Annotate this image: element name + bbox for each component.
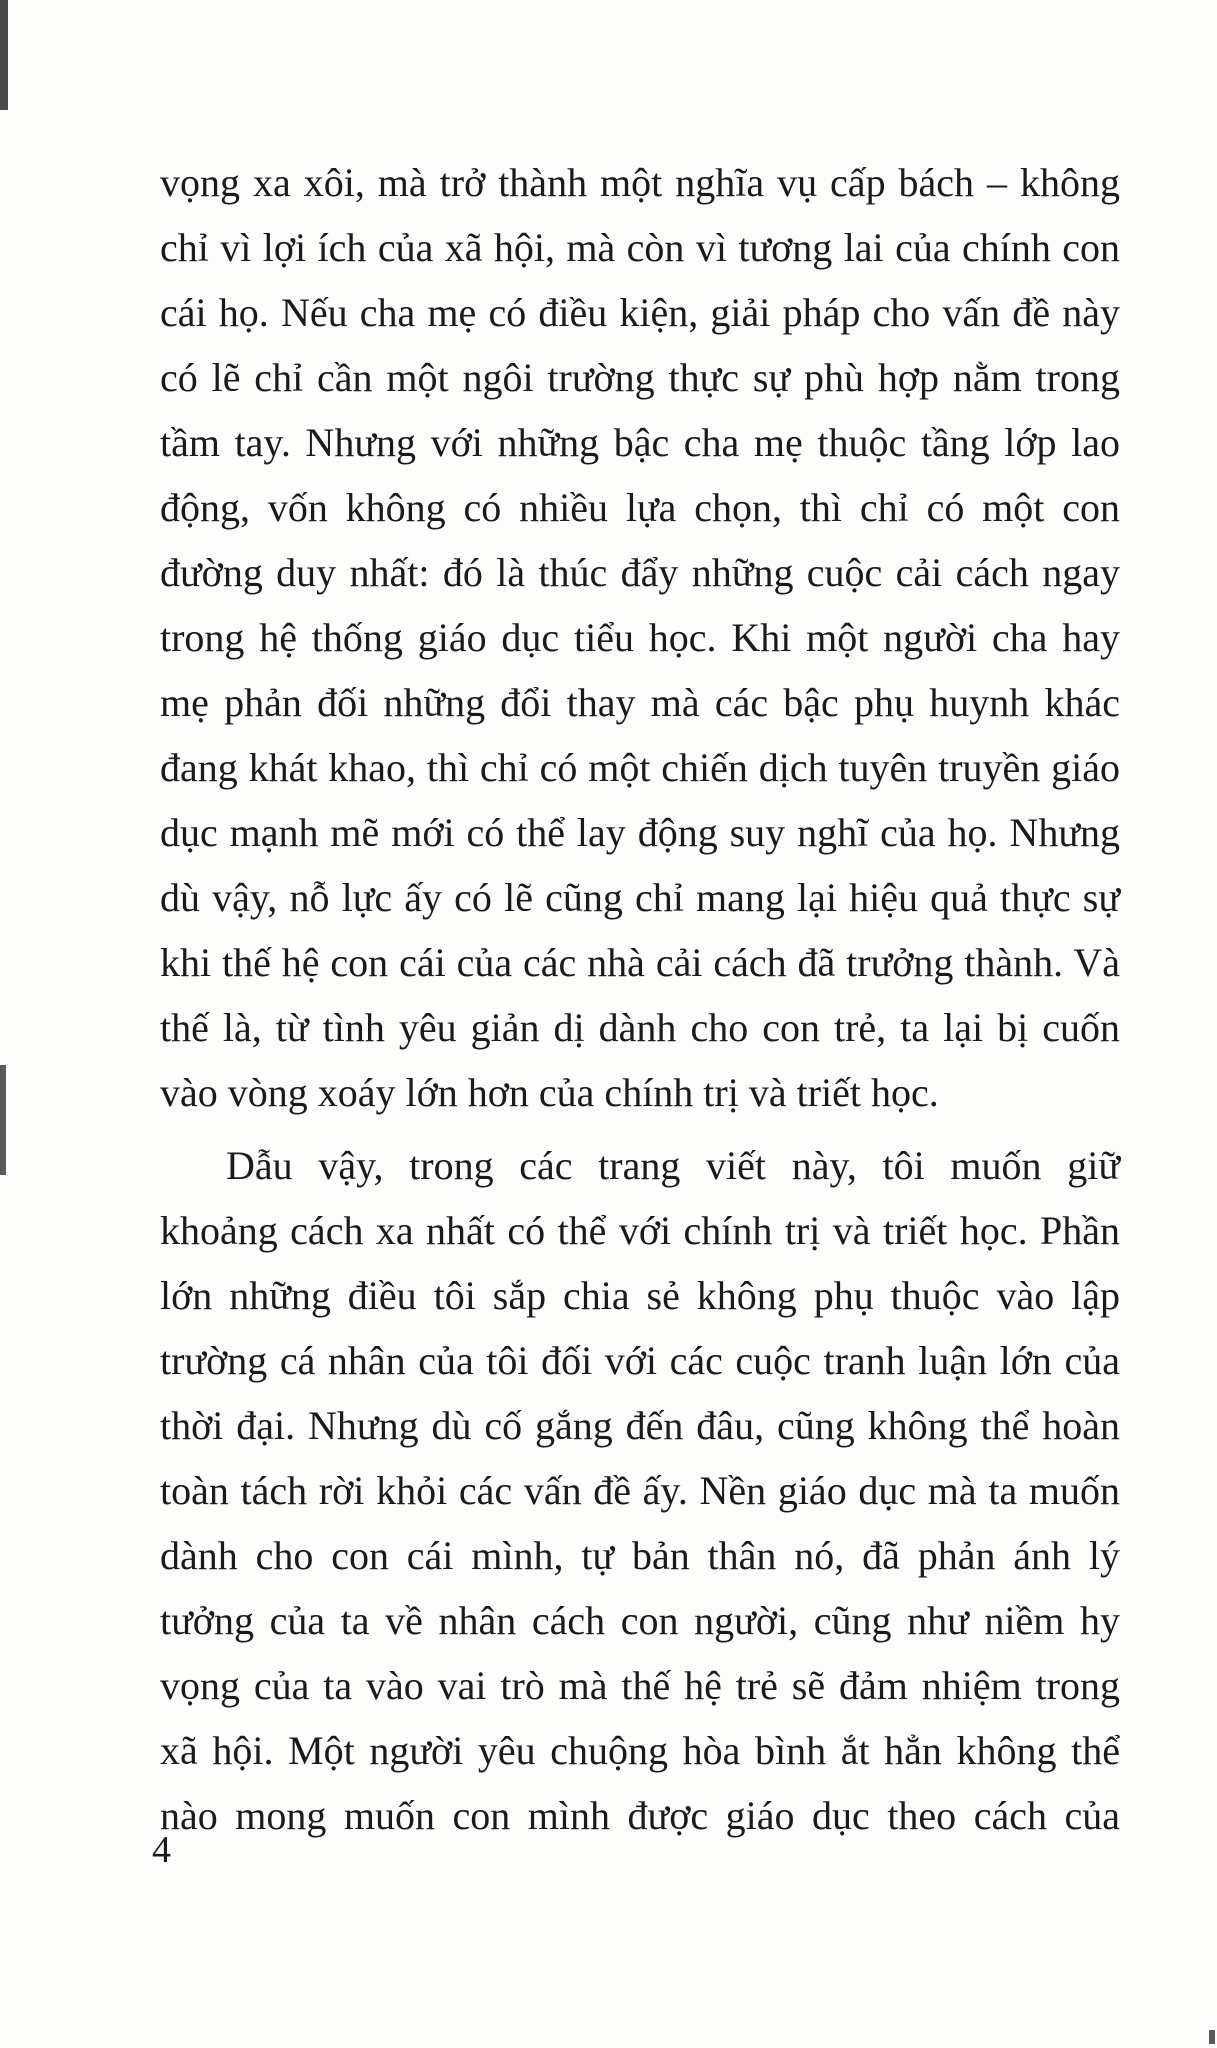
text-line: trường cá nhân của tôi đối với các cuộc tranh luận lớn của <box>160 1338 1120 1383</box>
page-number: 4 <box>152 1829 171 1871</box>
paragraph-2 <box>160 1133 1120 1848</box>
text-line: lớn những điều tôi sắp chia sẻ không phụ thuộc vào lập <box>160 1273 1120 1318</box>
text-line: vào vòng xoáy lớn hơn của chính trị và triết học. <box>160 1070 939 1115</box>
text-line: khoảng cách xa nhất có thể với chính trị và triết học. Phần <box>160 1208 1120 1253</box>
text-line: dù vậy, nỗ lực ấy có lẽ cũng chỉ mang lại hiệu quả thực sự <box>160 875 1120 920</box>
text-line: tưởng của ta về nhân cách con người, cũng như niềm hy <box>160 1598 1120 1643</box>
text-line: thế là, từ tình yêu giản dị dành cho con trẻ, ta lại bị cuốn <box>160 1005 1120 1050</box>
text-line: dục mạnh mẽ mới có thể lay động suy nghĩ của họ. Nhưng <box>160 810 1120 855</box>
text-line: Dẫu vậy, trong các trang viết này, tôi muốn giữ <box>226 1143 1120 1188</box>
text-line: vọng của ta vào vai trò mà thế hệ trẻ sẽ đảm nhiệm trong <box>160 1663 1120 1708</box>
text-line: đang khát khao, thì chỉ có một chiến dịch tuyên truyền giáo <box>160 745 1120 790</box>
text-line: xã hội. Một người yêu chuộng hòa bình ắt hẳn không thể <box>160 1728 1120 1773</box>
text-line: toàn tách rời khỏi các vấn đề ấy. Nền giáo dục mà ta muốn <box>160 1468 1120 1513</box>
text-line: vọng xa xôi, mà trở thành một nghĩa vụ cấp bách – không <box>160 160 1120 205</box>
page-edge-shadow <box>0 1065 6 1175</box>
paragraph-1 <box>160 150 1120 1125</box>
text-line: động, vốn không có nhiều lựa chọn, thì chỉ có một con <box>160 485 1120 530</box>
page-corner-mark <box>1209 2030 1215 2044</box>
text-line: đường duy nhất: đó là thúc đẩy những cuộc cải cách ngay <box>160 550 1120 595</box>
text-line: dành cho con cái mình, tự bản thân nó, đã phản ánh lý <box>160 1533 1120 1578</box>
text-line: nào mong muốn con mình được giáo dục theo cách của <box>160 1793 1120 1838</box>
text-line: cái họ. Nếu cha mẹ có điều kiện, giải pháp cho vấn đề này <box>160 290 1120 335</box>
text-line: trong hệ thống giáo dục tiểu học. Khi một người cha hay <box>160 615 1120 660</box>
text-line: thời đại. Nhưng dù cố gắng đến đâu, cũng không thể hoàn <box>160 1403 1120 1448</box>
text-line: tầm tay. Nhưng với những bậc cha mẹ thuộc tầng lớp lao <box>160 420 1120 465</box>
page-edge-shadow <box>0 0 8 110</box>
text-line: mẹ phản đối những đổi thay mà các bậc phụ huynh khác <box>160 680 1120 725</box>
text-line: khi thế hệ con cái của các nhà cải cách đã trưởng thành. Và <box>160 940 1120 985</box>
text-line: chỉ vì lợi ích của xã hội, mà còn vì tương lai của chính con <box>160 225 1120 270</box>
text-line: có lẽ chỉ cần một ngôi trường thực sự phù hợp nằm trong <box>160 355 1120 400</box>
